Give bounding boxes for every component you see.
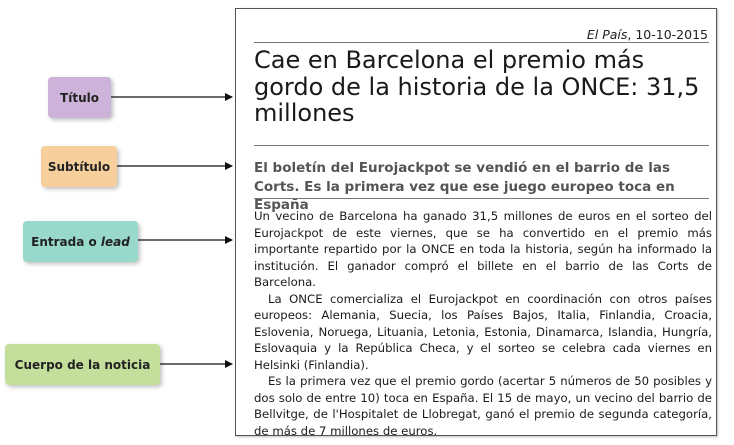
label-entrada-italic: lead [100, 234, 130, 249]
rule-top [254, 42, 709, 43]
article-lead: Un vecino de Barcelona ha ganado 31,5 millones de euros en el sorteo del Eurojackpot de este viernes, que se ha convertido en el premio más importante repartido por la ONCE en toda la historia, según ha informado la institución. El ganador compró el billete en el barrio de las Corts de Barcelona. [254, 209, 712, 289]
label-entrada [23, 221, 138, 262]
article-subtitle: El boletín del Eurojackpot se vendió en el barrio de las Corts. Es la primera vez que ese juego europeo toca en España [254, 160, 675, 213]
label-cuerpo-text: Cuerpo de la noticia [14, 357, 151, 372]
rule-title [254, 145, 709, 146]
source-name: El País [586, 27, 628, 42]
rule-subtitle [254, 198, 709, 199]
label-entrada-text: Entrada o [31, 234, 101, 249]
article-paragraph-2: Es la primera vez que el premio gordo (acertar 5 números de 50 posibles y dos solo de entre 10) toca en España. El 15 de mayo, un vecino del barrio de Bellvitge, de l'Hospitalet de Llobregat, ganó el premio de segunda categoría, de más de 7 millones de euros. [254, 374, 712, 438]
label-cuerpo [5, 344, 160, 385]
label-titulo [48, 77, 111, 118]
source-date: , 10-10-2015 [627, 27, 708, 42]
label-subtitulo [41, 146, 117, 187]
article-title: Cae en Barcelona el premio más gordo de la historia de la ONCE: 31,5 millones [254, 46, 700, 127]
article-paragraph-1: La ONCE comercializa el Eurojackpot en coordinación con otros países europeos: Alemania, Suecia, los Países Bajos, Italia, Finlandia, Croacia, Eslovenia, Noruega, Lituania, Letonia, Estonia, Dinamarca, Islandia, Hungría, Eslovaquia y la República Checa, y el sorteo se celebra cada viernes en Helsinki (Finlandia). [254, 291, 712, 372]
article-source [587, 27, 708, 42]
article-body [254, 208, 712, 439]
label-titulo-text: Título [60, 90, 99, 105]
news-article [235, 8, 717, 436]
label-subtitulo-text: Subtítulo [47, 159, 111, 174]
